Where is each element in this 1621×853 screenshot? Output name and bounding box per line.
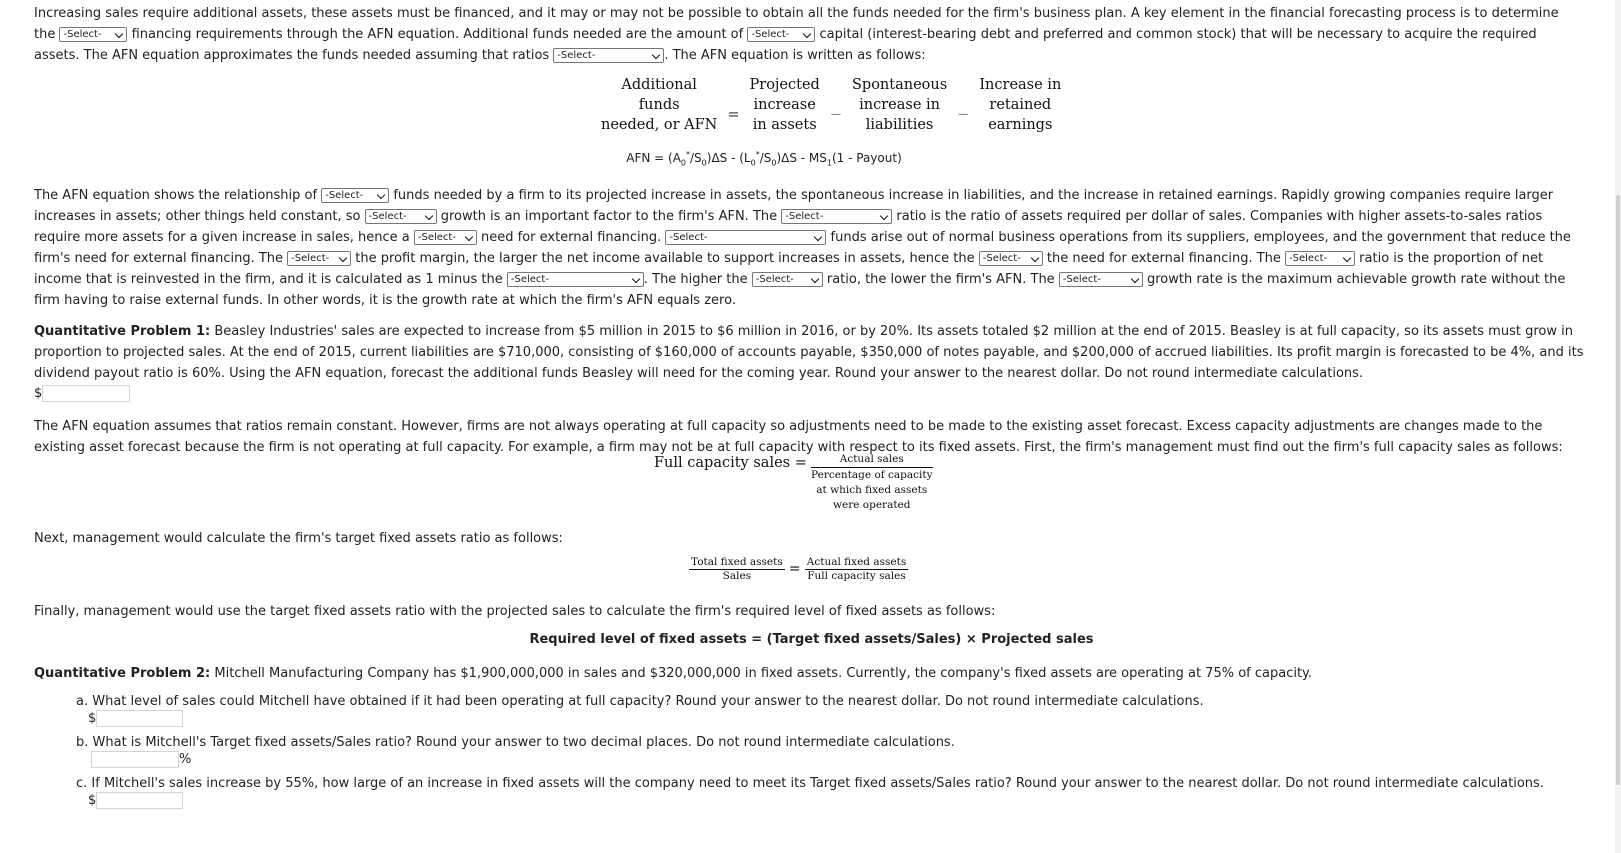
qp1-currency-symbol: $ bbox=[34, 386, 43, 401]
minus-sign: − bbox=[829, 107, 842, 123]
minus-sign: − bbox=[957, 107, 970, 123]
select-8[interactable]: -Select- bbox=[665, 230, 826, 245]
qp2-label: Quantitative Problem 2: bbox=[34, 666, 211, 681]
select-3[interactable]: -Select- bbox=[553, 48, 664, 63]
qp2-part-a: a. What level of sales could Mitchell have obtained if it had been operating at full capacity? Round your answer to the nearest dollar. Do not round intermediate calculations. bbox=[76, 694, 1204, 709]
afn-col-projected-increase: Projected increase in assets bbox=[749, 77, 820, 133]
qp2-answer-c bbox=[88, 792, 183, 809]
scrollbar-thumb[interactable] bbox=[1616, 195, 1620, 785]
afn-col-additional-funds: Additional funds needed, or AFN bbox=[601, 77, 718, 133]
qp2-text: Mitchell Manufacturing Company has $1,900,000,000 in sales and $320,000,000 in fixed assets. Currently, the company's fixed assets are operating at 75% of capacity. bbox=[210, 666, 1313, 681]
qp1-text: Beasley Industries' sales are expected to increase from $5 million in 2015 to $6 million in 2016, or by 20%. Its assets totaled $2 million at the end of 2015. Beasley is at full capacity, so its assets must grow in proportion to projected sales. At the end of 2015, current liabilities are $710,000, consisting of $160,000 of accounts payable, $350,000 of notes payable, and $200,000 of accrued liabilities. Its profit margin is forecasted to be 4%, and its dividend payout ratio is 60%. Using the AFN equation, forecast the additional funds Beasley will need for the coming year. Round your answer to the nearest dollar. Do not round intermediate calculations. bbox=[34, 324, 1584, 381]
afn-verbal-equation bbox=[596, 75, 1066, 135]
currency-symbol: $ bbox=[88, 711, 97, 726]
select-13[interactable]: -Select- bbox=[752, 272, 823, 287]
select-5[interactable]: -Select- bbox=[365, 209, 437, 224]
next-paragraph: Next, management would calculate the firm's target fixed assets ratio as follows: bbox=[34, 531, 563, 546]
vertical-scrollbar[interactable] bbox=[1615, 0, 1621, 853]
qp2-c-input[interactable] bbox=[96, 792, 183, 809]
capacity-paragraph: The AFN equation assumes that ratios remain constant. However, firms are not always operating at full capacity so adjustments need to be made to the existing asset forecast. Excess capacity adjustments are changes made to the existing asset forecast because the firm is not operating at full capacity. For example, a firm may not be at full capacity with respect to its fixed assets. First, the firm's management must find out the firm's full capacity sales as follows: bbox=[34, 419, 1563, 455]
qp2-a-input[interactable] bbox=[96, 710, 183, 727]
currency-symbol: $ bbox=[88, 793, 97, 808]
percent-symbol: % bbox=[179, 752, 192, 767]
target-fixed-assets-ratio-formula: $\frac{\text{Total fixed assets}}{\text{Sales}}$ = $\frac{\text{Actual fixed assets}}{\text{Full capacity sales}}$ bbox=[691, 556, 907, 582]
full-capacity-fraction: Actual sales Percentage of capacity at which fixed assets were operated bbox=[811, 453, 933, 511]
select-10[interactable]: -Select- bbox=[979, 251, 1043, 266]
full-capacity-sales-formula: Full capacity sales = Actual sales Percentage of capacity at which fixed assets were operated bbox=[654, 453, 933, 511]
qp1-label: Quantitative Problem 1: bbox=[34, 324, 211, 339]
select-6[interactable]: -Select- bbox=[781, 209, 892, 224]
finally-paragraph: Finally, management would use the target fixed assets ratio with the projected sales to calculate the firm's required level of fixed assets as follows: bbox=[34, 604, 996, 619]
quantitative-problem-2 bbox=[34, 663, 1312, 684]
qp1-afn-input[interactable] bbox=[42, 385, 130, 402]
afn-formula: AFN = $(A_0^*/S_0)\Delta S - (L_0^*/S_0)\Delta S - MS_1(1$ - Payout) bbox=[626, 150, 902, 168]
select-4[interactable]: -Select- bbox=[321, 188, 389, 203]
select-2[interactable]: -Select- bbox=[747, 27, 815, 42]
equals-sign: = bbox=[727, 107, 740, 123]
intro-text-4: . The AFN equation is written as follows: bbox=[664, 48, 926, 63]
required-fixed-assets-formula: Required level of fixed assets = (Target fixed assets/Sales) × Projected sales bbox=[529, 632, 1094, 647]
intro-paragraph bbox=[34, 3, 1584, 66]
qp2-answer-a bbox=[88, 710, 183, 727]
qp2-b-input[interactable] bbox=[91, 751, 179, 768]
select-11[interactable]: -Select- bbox=[1285, 251, 1355, 266]
qp2-answer-b bbox=[91, 751, 191, 768]
select-1[interactable]: -Select- bbox=[59, 27, 127, 42]
intro-text-3: capital (interest-bearing debt and preferred and common stock) that will be necessary to acquire the required assets. The AFN equation approximates the funds needed assuming that ratios bbox=[34, 27, 1537, 63]
quantitative-problem-1 bbox=[34, 321, 1589, 402]
intro-text-1: Increasing sales require additional assets, these assets must be financed, and it may or may not be possible to obtain all the funds needed for the firm's business plan. A key element in the financial forecasting process is to determine the bbox=[34, 6, 1559, 42]
select-12[interactable]: -Select- bbox=[507, 272, 644, 287]
select-7[interactable]: -Select- bbox=[414, 230, 477, 245]
intro-text-2: financing requirements through the AFN equation. Additional funds needed are the amount of bbox=[127, 27, 748, 42]
qp2-part-b: b. What is Mitchell's Target fixed assets/Sales ratio? Round your answer to two decimal places. Do not round intermediate calculations. bbox=[76, 735, 955, 750]
select-14[interactable]: -Select- bbox=[1059, 272, 1143, 287]
afn-explanation-paragraph: The AFN equation shows the relationship of -Select- funds needed by a firm to its projected increase in assets, the spontaneous increase in liabilities, and the increase in retained earnings. Rapidly growing companies require larger increases in assets; other things held constant, so -Select- growth is an important factor to the firm's AFN. The -Select- ratio is the ratio of assets required per dollar of sales. Companies with higher assets-to-sales ratios require more assets for a given increase in sales, hence a -Select- need for external financing. -Select- funds arise out of normal business operations from its suppliers, employees, and the government that reduce the firm's need for external financing. The -Select- the profit margin, the larger the net income available to support increases in assets, hence the -Select- the need for external financing. The -Select- ratio is the proportion of net income that is reinvested in the firm, and it is calculated as 1 minus the -Select- . The higher the -Select- ratio, the lower the firm's AFN. The -Select- growth rate is the maximum achievable growth rate without the firm having to raise external funds. In other words, it is the growth rate at which the firm's AFN equals zero. bbox=[34, 188, 1571, 308]
select-9[interactable]: -Select- bbox=[287, 251, 351, 266]
qp2-part-c: c. If Mitchell's sales increase by 55%, how large of an increase in fixed assets will the company need to meet its Target fixed assets/Sales ratio? Round your answer to the nearest dollar. Do not round intermediate calculations. bbox=[76, 776, 1544, 791]
afn-col-retained-earnings: Increase in retained earnings bbox=[979, 77, 1062, 133]
afn-col-spontaneous-increase: Spontaneous increase in liabilities bbox=[851, 77, 948, 133]
